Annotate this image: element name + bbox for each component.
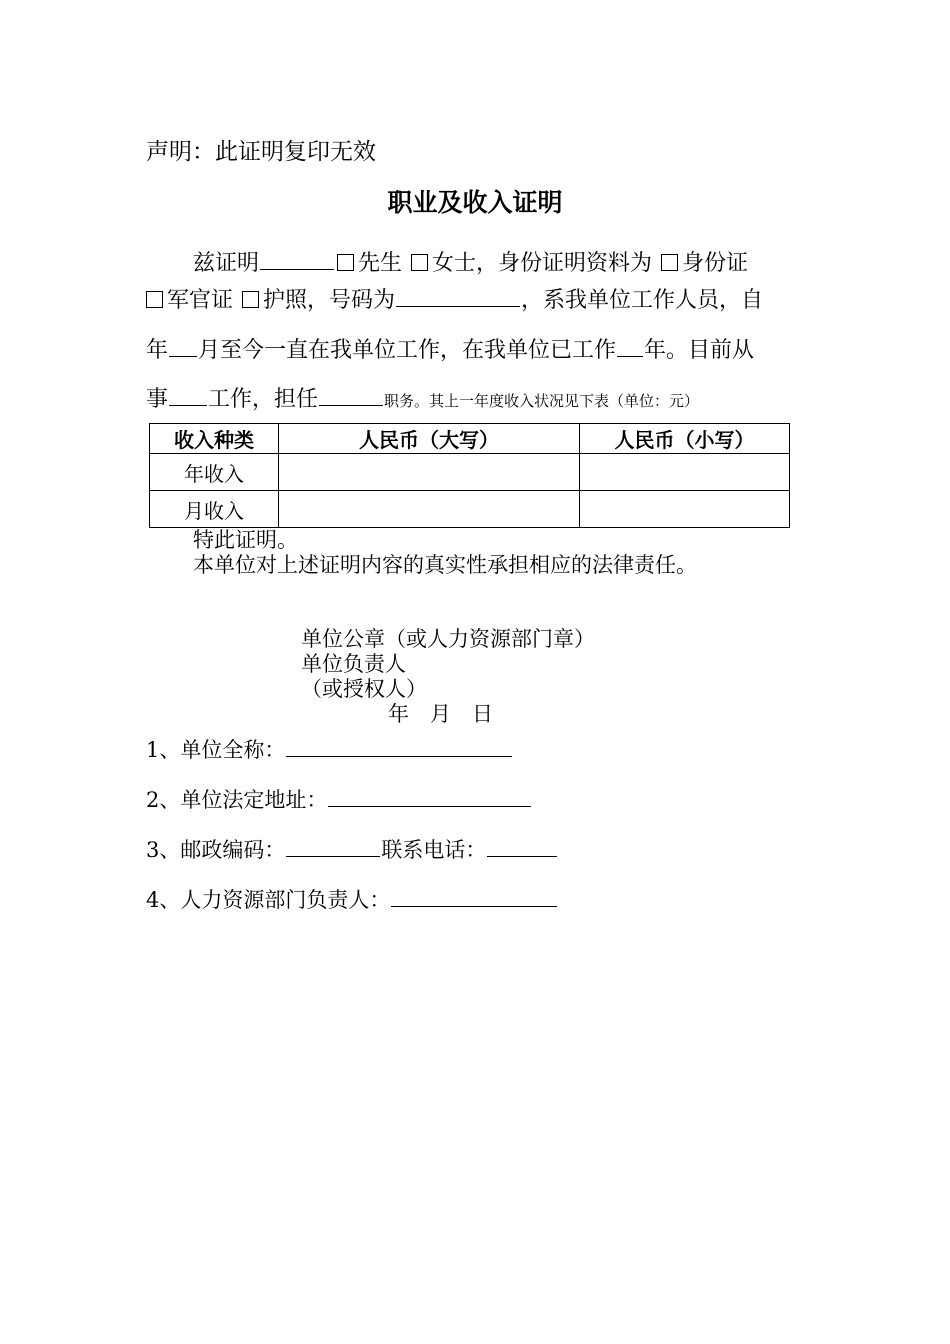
annual-upper-cell[interactable]: [279, 454, 580, 491]
ms-checkbox[interactable]: [411, 254, 428, 271]
para-text: 先生: [358, 251, 403, 276]
table-row: [150, 454, 790, 491]
table-row: [150, 491, 790, 528]
para-text: 工作，担任: [208, 387, 319, 412]
hr-head-blank[interactable]: [391, 884, 557, 907]
postcode-blank[interactable]: [286, 834, 380, 857]
table-header-row: [150, 424, 790, 454]
unit-name-blank[interactable]: [286, 734, 512, 757]
para-text: 女士，身份证明资料为: [432, 251, 653, 276]
para-text: 身份证: [682, 251, 749, 276]
row-label: 月收入: [150, 491, 279, 528]
para-text: ，系我单位工作人员，自: [521, 288, 764, 313]
passport-checkbox[interactable]: [242, 291, 259, 308]
liability-statement: 本单位对上述证明内容的真实性承担相应的法律责任。: [193, 553, 697, 577]
unit-address-blank[interactable]: [328, 784, 531, 807]
annual-lower-cell[interactable]: [580, 454, 790, 491]
monthly-lower-cell[interactable]: [580, 491, 790, 528]
seal-line: 单位公章（或人力资源部门章）: [301, 627, 595, 651]
para-text: 兹证明: [193, 251, 260, 276]
hereby-certify: 特此证明。: [193, 528, 298, 552]
mr-checkbox[interactable]: [337, 254, 354, 271]
position-blank[interactable]: [319, 383, 383, 406]
start-year-blank[interactable]: [169, 334, 197, 357]
row-label: 年收入: [150, 454, 279, 491]
copy-invalid-notice: 声明：此证明复印无效: [146, 139, 376, 165]
field-unit-address: [146, 784, 532, 814]
years-worked-blank[interactable]: [617, 334, 643, 357]
para-line-1: [193, 247, 748, 279]
table-header: 人民币（小写）: [580, 424, 790, 454]
para-text-small: 职务。其上一年度收入状况见下表（单位：元）: [384, 392, 700, 410]
id-number-blank[interactable]: [396, 284, 520, 307]
field-hr-head: [146, 884, 558, 914]
field-label: 4、人力资源部门负责人：: [146, 888, 391, 912]
para-text: 年。目前从: [644, 338, 755, 363]
para-text: 军官证: [167, 288, 234, 313]
para-text: 月至今一直在我单位工作，在我单位已工作: [198, 338, 617, 363]
income-table: [149, 423, 790, 528]
para-line-2: [146, 284, 763, 316]
para-text: 事: [146, 387, 169, 412]
para-text: 护照，号码为: [263, 288, 396, 313]
occupation-blank[interactable]: [169, 383, 207, 406]
authorized-line: （或授权人）: [301, 677, 427, 701]
field-label: 3、邮政编码：: [146, 838, 286, 862]
table-header: 人民币（大写）: [279, 424, 580, 454]
field-postcode-phone: [146, 834, 558, 864]
id-card-checkbox[interactable]: [661, 254, 678, 271]
document-title: 职业及收入证明: [387, 188, 563, 217]
field-label: 联系电话：: [381, 838, 487, 862]
field-label: 2、单位法定地址：: [146, 788, 328, 812]
para-line-4: [146, 383, 699, 416]
officer-id-checkbox[interactable]: [146, 291, 163, 308]
name-blank[interactable]: [260, 247, 334, 270]
date-line: 年 月 日: [388, 702, 493, 726]
field-label: 1、单位全称：: [146, 738, 286, 762]
head-line: 单位负责人: [301, 652, 406, 676]
phone-blank[interactable]: [487, 834, 557, 857]
field-unit-name: [146, 734, 513, 764]
monthly-upper-cell[interactable]: [279, 491, 580, 528]
table-header: 收入种类: [150, 424, 279, 454]
para-line-3: [146, 334, 754, 366]
para-text: 年: [146, 338, 169, 363]
